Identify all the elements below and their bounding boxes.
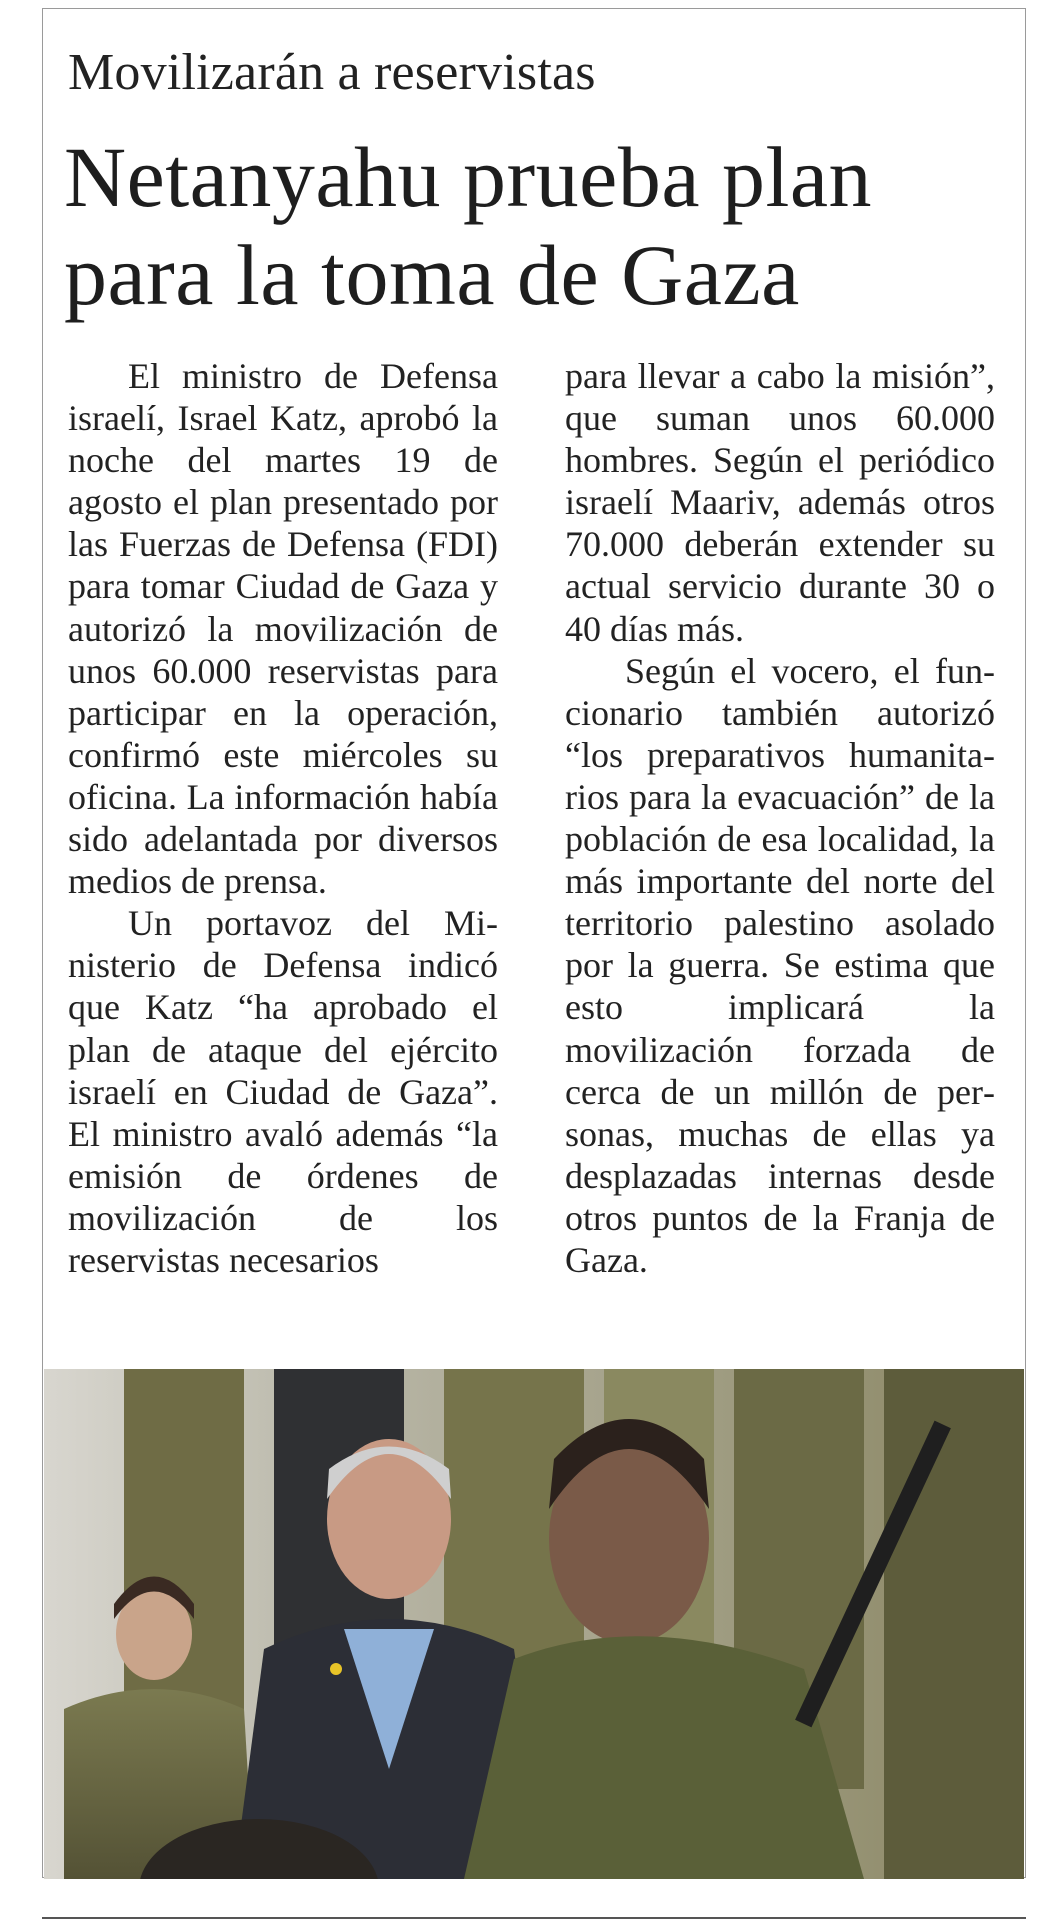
- yellow-ribbon-pin: [330, 1663, 342, 1675]
- paragraph: Un portavoz del Ministerio de Defensa indicó que Katz “ha aprobado el plan de ataque del ejército israelí en Ciudad de Gaza”. El ministro avaló además “la emisión de órdenes de movilización de los reservistas necesarios: [68, 903, 498, 1280]
- bottom-rule: [42, 1917, 1026, 1919]
- news-photo-illustration: [44, 1369, 1024, 1879]
- paragraph: El ministro de Defensa israelí, Israel Katz, aprobó la noche del martes 19 de agosto el plan presentado por las Fuerzas de Defensa (FDI) para tomar Ciudad de Gaza y autorizó la movilización de unos 60.000 reservistas para participar en la operación, confirmó este miércoles su oficina. La información había sido adelantada por diversos medios de prensa.: [68, 356, 498, 902]
- soldier-silhouette: [884, 1369, 1024, 1879]
- soldier-vest: [464, 1636, 864, 1879]
- paragraph: Según el vocero, el funcionario también autorizó “los preparativos humanitarios para la evacuación” de la población de esa localidad, la más importante del norte del territorio palestino asolado por la guerra. Se estima que esto implicará la movilización forzada de cerca de un millón de personas, muchas de ellas ya desplazadas internas desde otros puntos de la Franja de Gaza.: [565, 650, 995, 1280]
- news-photo: [44, 1369, 1024, 1879]
- article-headline: [64, 128, 1004, 324]
- article-column-left: [68, 355, 498, 1281]
- article-kicker: Movilizarán a reservistas: [68, 44, 596, 101]
- headline-line-2: para la toma de Gaza: [64, 227, 800, 323]
- headline-line-1: Netanyahu prueba plan: [64, 129, 873, 225]
- paragraph: para llevar a cabo la misión”, que suman unos 60.000 hombres. Según el periódico israelí Maariv, además otros 70.000 deberán extender su actual servicio durante 30 o 40 días más.: [565, 356, 995, 649]
- article-column-right: [565, 355, 995, 1281]
